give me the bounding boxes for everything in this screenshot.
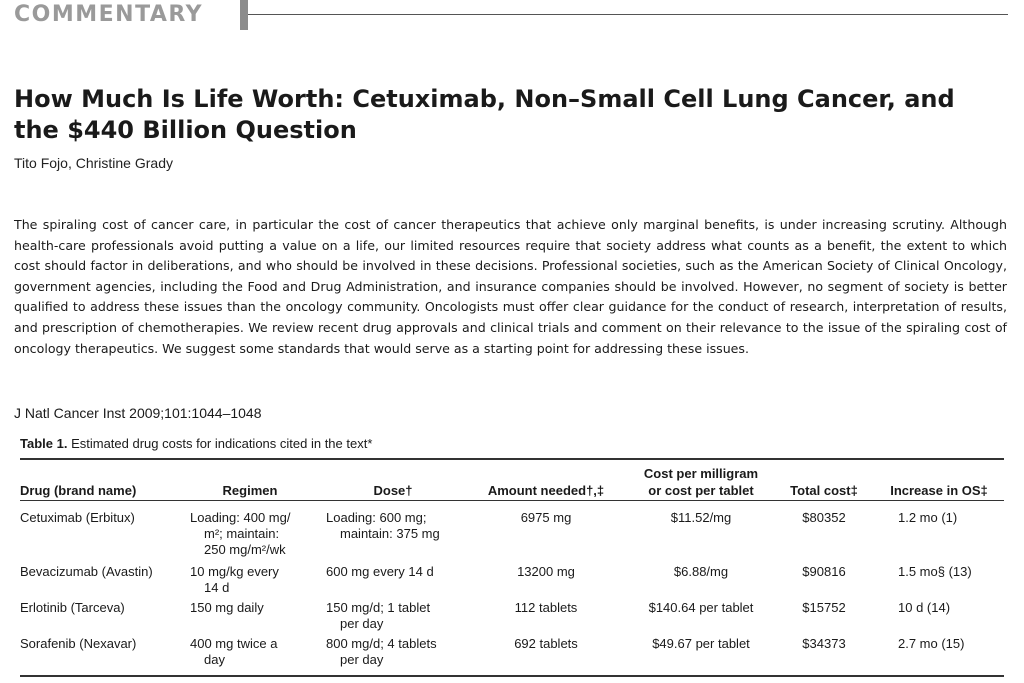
section-rule <box>248 14 1008 15</box>
row-1-regimen-line-3: 250 mg/m²/wk <box>204 542 286 557</box>
row-3-amount: 112 tablets <box>514 600 578 615</box>
row-2-os: 1.5 mo§ (13) <box>898 564 972 579</box>
citation: J Natl Cancer Inst 2009;101:1044–1048 <box>14 405 262 421</box>
header-cost-line1: Cost per milligram <box>643 466 759 481</box>
table-caption <box>20 436 372 451</box>
table-caption-text: Estimated drug costs for indications cited in the text* <box>71 436 373 451</box>
header-cost <box>622 465 780 499</box>
section-label: COMMENTARY <box>14 2 204 27</box>
row-4-drug: Sorafenib (Nexavar) <box>20 636 137 651</box>
row-1-drug: Cetuximab (Erbitux) <box>20 510 135 525</box>
row-3-os: 10 d (14) <box>898 600 951 615</box>
authors: Tito Fojo, Christine Grady <box>14 155 173 171</box>
table-header-rule <box>20 500 1004 501</box>
table-bottom-rule <box>20 675 1004 677</box>
row-1-dose-line-2: maintain: 375 mg <box>340 526 440 541</box>
header-amount: Amount needed†,‡ <box>487 483 605 498</box>
section-bar <box>240 0 248 30</box>
row-4-amount: 692 tablets <box>514 636 578 651</box>
row-4-regimen-line-2: day <box>204 652 225 667</box>
row-1-regimen <box>190 510 290 558</box>
row-1-regimen-line-2: m²; maintain: <box>204 526 280 541</box>
abstract: The spiraling cost of cancer care, in particular the cost of cancer therapeutics that achieve only marginal benefits, is under increasing scrutiny. Although health-care professionals avoid putting a value on a life, our limited resources require that society address what counts as a benefit, the extent to which cost should factor in deliberations, and who should be involved in these decisions. Professional societies, such as the American Society of Clinical Oncology, government agencies, including the Food and Drug Administration, and insurance companies should be involved. However, no segment of society is better qualified to address these issues than the oncology community. Oncologists must offer clear guidance for the conduct of research, interpretation of results, and prescription of chemotherapies. We review recent drug approvals and clinical trials and comment on their relevance to the issue of the spiraling cost of oncology therapeutics. We suggest some standards that would serve as a starting point for addressing these issues. <box>14 217 1007 356</box>
header-regimen: Regimen <box>222 483 278 498</box>
row-2-dose <box>326 564 434 580</box>
row-2-regimen-line-1: 10 mg/kg every <box>190 564 279 579</box>
row-2-dose-line-1: 600 mg every 14 d <box>326 564 434 579</box>
header-total: Total cost‡ <box>790 483 858 498</box>
row-1-cost: $11.52/mg <box>670 510 732 525</box>
row-4-cost: $49.67 per tablet <box>652 636 750 651</box>
row-4-dose <box>326 636 437 668</box>
row-2-cost: $6.88/mg <box>673 564 729 579</box>
row-2-regimen <box>190 564 279 596</box>
section-header <box>14 0 1008 30</box>
row-2-regimen-line-2: 14 d <box>204 580 230 595</box>
row-3-cost: $140.64 per tablet <box>648 600 754 615</box>
row-3-regimen-line-1: 150 mg daily <box>190 600 264 615</box>
header-os: Increase in OS‡ <box>890 483 988 498</box>
row-1-regimen-line-1: Loading: 400 mg/ <box>190 510 291 525</box>
row-4-regimen <box>190 636 277 668</box>
row-1-amount: 6975 mg <box>520 510 572 525</box>
table-top-rule <box>20 458 1004 460</box>
article-title: How Much Is Life Worth: Cetuximab, Non–Small Cell Lung Cancer, and the $440 Billion Question <box>14 85 955 144</box>
row-1-dose <box>326 510 440 542</box>
table-caption-label: Table 1. <box>20 436 68 451</box>
header-drug: Drug (brand name) <box>20 483 137 498</box>
header-cost-line2: or cost per tablet <box>648 483 754 498</box>
header-dose: Dose† <box>373 483 413 498</box>
row-4-os: 2.7 mo (15) <box>898 636 965 651</box>
row-2-drug: Bevacizumab (Avastin) <box>20 564 153 579</box>
row-3-drug: Erlotinib (Tarceva) <box>20 600 125 615</box>
row-1-dose-line-1: Loading: 600 mg; <box>326 510 427 525</box>
row-3-dose-line-2: per day <box>340 616 384 631</box>
row-4-dose-line-1: 800 mg/d; 4 tablets <box>326 636 437 651</box>
row-1-total: $80352 <box>802 510 846 525</box>
row-4-regimen-line-1: 400 mg twice a <box>190 636 278 651</box>
row-4-total: $34373 <box>802 636 846 651</box>
row-3-dose <box>326 600 430 632</box>
row-4-dose-line-2: per day <box>340 652 384 667</box>
row-3-dose-line-1: 150 mg/d; 1 tablet <box>326 600 431 615</box>
row-3-total: $15752 <box>802 600 846 615</box>
row-1-os: 1.2 mo (1) <box>898 510 958 525</box>
row-2-amount: 13200 mg <box>517 564 575 579</box>
row-3-regimen <box>190 600 264 616</box>
row-2-total: $90816 <box>802 564 846 579</box>
